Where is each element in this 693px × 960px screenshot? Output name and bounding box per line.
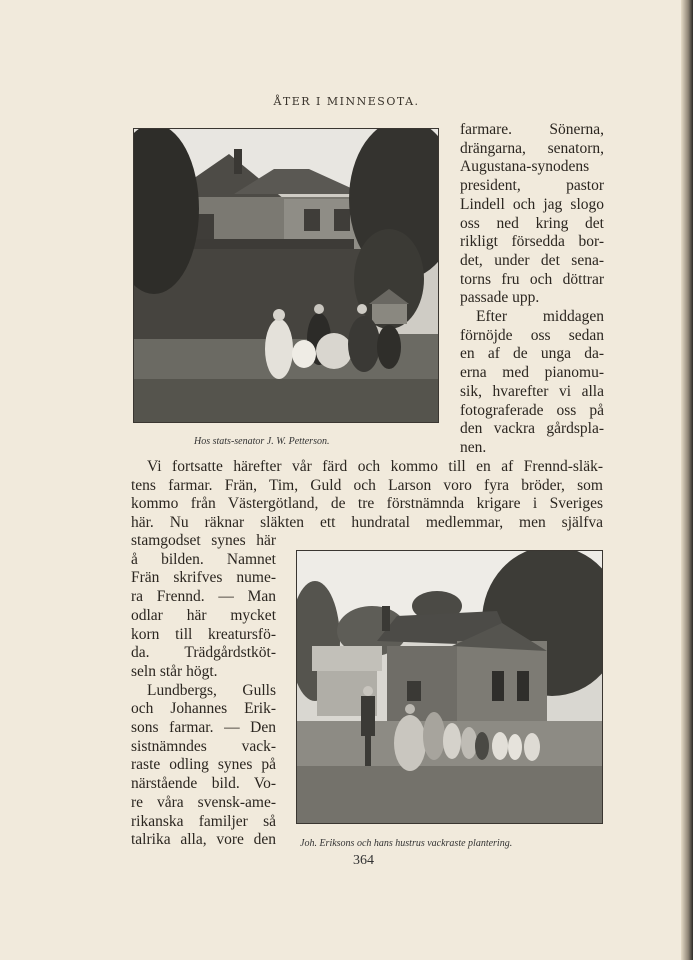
text-line: seln står högt. <box>131 662 218 680</box>
text-line: det, under det sena- <box>460 251 604 269</box>
photo-farmhouse-family <box>296 550 603 824</box>
text-line: å bilden. Namnet <box>131 550 276 568</box>
text-line: den vackra gårdspla- <box>460 420 604 438</box>
text-line: passade upp. <box>460 289 540 307</box>
running-head: ÅTER I MINNESOTA. <box>273 95 420 108</box>
text-line: rikligt försedda bor- <box>460 233 604 251</box>
text-line: raste odling synes på <box>131 756 276 774</box>
text-line: sistnämndes vack- <box>131 737 276 755</box>
text-line: fotograferade oss på <box>460 401 604 419</box>
text-line: Frän skrifves nume- <box>131 569 276 587</box>
text-line: sik, hvarefter vi alla <box>460 382 604 400</box>
text-line: Lindell och jag slogo <box>460 195 604 213</box>
page-number: 364 <box>353 853 374 868</box>
photo-farmhouse-family-image <box>297 551 602 823</box>
text-line: rikanska familjer så <box>131 812 276 830</box>
text-line: talrika alla, vore den <box>131 831 276 849</box>
text-line: här. Nu räknar släkten ett hundratal medlemmar, men själfva <box>131 514 603 532</box>
text-line: ra Frennd. — Man <box>131 588 276 606</box>
text-line: farmare. Sönerna, <box>460 121 604 138</box>
photo-caption-2: Joh. Eriksons och hans hustrus vackraste plantering. <box>300 838 513 849</box>
text-line: Efter middagen <box>476 308 604 326</box>
photo-caption-1: Hos stats-senator J. W. Petterson. <box>194 436 330 447</box>
text-line: stamgodset synes här <box>131 532 276 549</box>
text-line: Augustana-synodens <box>460 158 590 176</box>
text-line: re våra svensk-ame- <box>131 793 276 811</box>
text-column-right <box>460 121 604 458</box>
text-line: Lundbergs, Gulls <box>147 681 276 699</box>
page-edge-shadow <box>681 0 693 960</box>
text-line: da. Trädgårdstköt- <box>131 644 276 662</box>
text-column-left <box>131 532 276 850</box>
text-line: oss ned kring det <box>460 214 604 232</box>
text-line: kommo från Västergötland, de tre förstnämnda krigare i Sveriges <box>131 495 603 513</box>
text-line: tens farmar. Frän, Tim, Guld och Larson voro fyra bröder, som <box>131 476 603 494</box>
photo-house-family <box>133 128 439 423</box>
text-line: förnöjde oss sedan <box>460 326 604 344</box>
text-line: nen. <box>460 438 487 456</box>
text-line: och Johannes Erik- <box>131 700 276 718</box>
text-line: sons farmar. — Den <box>131 719 276 737</box>
text-line: torns fru och döttrar <box>460 270 604 288</box>
text-paragraph-full-width <box>131 458 603 533</box>
text-line: korn till kreatursfö- <box>131 625 276 643</box>
text-line: president, pastor <box>460 177 604 195</box>
text-line: erna med pianomu- <box>460 364 604 382</box>
text-line: Vi fortsatte härefter vår färd och kommo till en af Frennd-släk- <box>147 458 603 475</box>
photo-house-family-image <box>134 129 438 422</box>
text-line: drängarna, senatorn, <box>460 139 604 157</box>
text-line: närstående bild. Vo- <box>131 775 276 793</box>
text-line: odlar här mycket <box>131 606 276 624</box>
text-line: en af de unga da- <box>460 345 604 363</box>
